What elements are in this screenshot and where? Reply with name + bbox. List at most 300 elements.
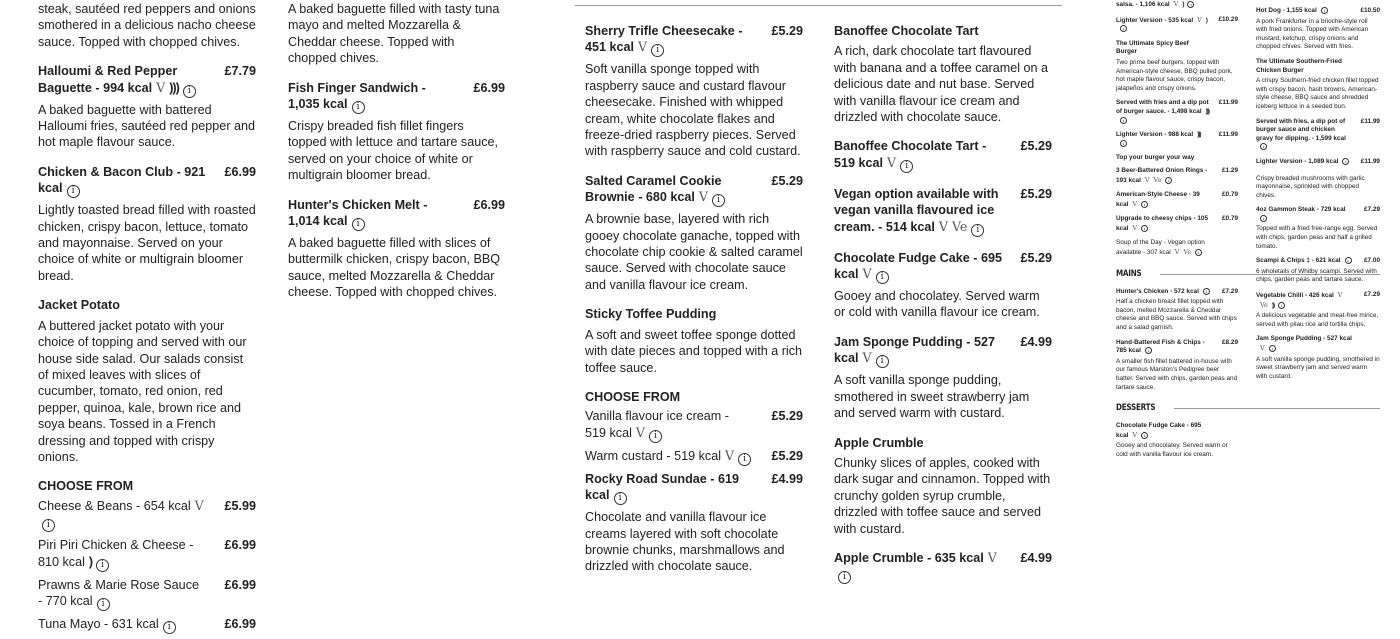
item-name: Lighter Version <box>1256 157 1303 165</box>
item-name: Banoffee Chocolate Tart <box>834 24 979 38</box>
info-icon[interactable]: i <box>838 571 851 584</box>
info-icon[interactable]: i <box>67 185 80 198</box>
item-name: Salted Caramel Cookie Brownie <box>585 173 722 205</box>
item-title <box>38 297 256 313</box>
item-name: The Ultimate Spicy Beef Burger <box>1116 39 1189 56</box>
divider <box>575 5 1062 6</box>
menu-item <box>1116 0 1238 10</box>
item-name: Chocolate Fudge Cake <box>834 250 970 265</box>
info-icon[interactable]: i <box>614 492 627 505</box>
vegetarian-icon: V <box>862 350 872 366</box>
item-kcal: - 307 kcal <box>1143 249 1171 257</box>
menu-item <box>1116 191 1238 209</box>
item-kcal: - 994 kcal <box>95 80 153 95</box>
item-name: Jam Sponge Pudding <box>834 334 963 349</box>
item-kcal: - 729 kcal <box>1316 206 1346 214</box>
item-name: Jacket Potato <box>38 298 120 313</box>
menu-item <box>288 0 505 67</box>
item-title <box>834 435 1052 451</box>
menu-item <box>38 577 256 611</box>
item-kcal: - 572 kcal <box>1170 287 1199 295</box>
menu-item <box>1116 288 1238 333</box>
menu-item <box>38 478 256 494</box>
option-title <box>585 448 803 466</box>
item-price: £10.29 <box>1218 15 1238 23</box>
menu-item <box>1116 339 1238 393</box>
menu-item <box>38 63 256 151</box>
menu-item <box>1256 158 1380 167</box>
menu-item <box>834 435 1052 537</box>
item-price: £5.99 <box>224 498 256 513</box>
vegetarian-icon: V <box>1132 223 1138 232</box>
item-title <box>288 197 505 231</box>
item-name: Hunter's Chicken <box>1116 287 1169 295</box>
option-title <box>38 498 256 532</box>
item-kcal: - 519 kcal <box>666 448 722 463</box>
item-title <box>834 250 1052 284</box>
item-kcal: - 810 kcal <box>38 538 194 569</box>
menu-item <box>1256 335 1380 381</box>
vegetarian-icon: V <box>638 39 648 55</box>
item-name: Prawns & Marie Rose Sauce <box>38 577 199 592</box>
item-kcal: - 654 kcal <box>136 498 191 513</box>
item-kcal: - 39 kcal <box>1116 191 1200 208</box>
item-price: £4.99 <box>1020 334 1052 349</box>
vegetarian-icon: V <box>1173 0 1179 8</box>
item-price: £6.99 <box>473 80 505 95</box>
item-description: Chocolate and vanilla flavour ice creams layered with soft chocolate brownie chunks, marshmallows and drizzled with chocolate sauce. <box>585 510 785 574</box>
vegetarian-icon: V <box>987 549 997 565</box>
item-kcal: - 527 kcal <box>834 334 995 366</box>
menu-column-3 <box>585 23 803 588</box>
item-description: Soft vanilla sponge topped with raspberry sauce and custard flavour cheesecake. Finished with whipped cream, white chocolate flakes and freeze-dried raspberry pieces. Served with raspberry sauce and cold custard. <box>585 62 801 159</box>
menu-item <box>1116 268 1238 280</box>
item-description: A baked baguette filled with slices of buttermilk chicken, crispy bacon, BBQ sauce, melted Mozzarella & Cheddar cheese. Topped with chopped chives. <box>288 236 501 300</box>
section-heading: CHOOSE FROM <box>585 389 681 404</box>
item-title <box>1256 58 1380 75</box>
item-name: Banoffee Chocolate Tart <box>834 139 979 154</box>
menu-column-6 <box>1256 7 1380 387</box>
item-price: £6.99 <box>473 197 505 212</box>
item-price: £4.99 <box>1020 550 1052 565</box>
item-price: £6.99 <box>224 616 256 631</box>
item-kcal: - 631 kcal <box>104 616 159 631</box>
item-kcal: - 1,599 kcal <box>1311 134 1346 142</box>
item-description: A soft and sweet toffee sponge dotted with date pieces and topped with a rich toffee sauce. <box>585 327 803 375</box>
menu-item <box>585 471 803 575</box>
item-price: £6.99 <box>224 538 256 553</box>
menu-item <box>38 498 256 532</box>
item-name: Chocolate Fudge Cake <box>1116 422 1185 430</box>
item-title <box>38 164 256 198</box>
info-icon[interactable]: i <box>163 621 176 634</box>
menu-item <box>1256 118 1380 152</box>
item-description: steak, sautéed red peppers and onions smothered in a delicious nacho cheese sauce. Topped with chopped chives. <box>38 2 256 49</box>
item-title <box>585 173 803 207</box>
item-kcal: - 695 kcal <box>834 250 1002 282</box>
item-kcal: - 527 kcal <box>1323 335 1352 343</box>
item-description: Crispy breaded mushrooms with garlic mayonnaise, sprinkled with chopped chives. <box>1256 174 1365 199</box>
menu-item <box>38 537 256 571</box>
vegetarian-icon: V <box>1197 15 1202 24</box>
item-name: The Ultimate Southern-Fried Chicken Burger <box>1256 57 1342 74</box>
item-description: Topped with a fried free-range egg. Served with chips, garden peas and half a grilled tomato. <box>1256 225 1378 250</box>
item-title <box>1256 206 1380 223</box>
item-kcal: - 193 kcal <box>1116 166 1208 184</box>
info-icon[interactable]: i <box>900 160 913 173</box>
vegetarian-icon: V <box>194 497 204 513</box>
info-icon[interactable]: i <box>876 271 889 284</box>
chilli-icon: ))) <box>169 80 179 95</box>
item-title <box>1256 291 1380 310</box>
item-description: A brownie base, layered with rich gooey chocolate ganache, topped with chocolate chip cookie & salted caramel sauce. Served with chocolate sauce and vanilla flavour ice cream. <box>585 212 803 292</box>
item-kcal: - 514 kcal <box>878 219 935 234</box>
item-kcal: - 1,089 kcal <box>1304 157 1339 165</box>
menu-item <box>585 173 803 293</box>
info-icon[interactable]: i <box>1260 143 1267 150</box>
vegetarian-icon: V <box>698 189 709 205</box>
option-title <box>585 408 803 442</box>
vegan-icon: Ve <box>951 218 968 234</box>
item-description: Two prime beef burgers, topped with American-style cheese, BBQ pulled pork, hot maple flavour sauce, crispy bacon, jalapeños and crispy onions. <box>1116 58 1233 92</box>
info-icon[interactable]: i <box>1278 302 1285 309</box>
item-kcal: - 451 kcal <box>585 24 743 55</box>
info-icon[interactable]: i <box>96 559 109 572</box>
item-name: Fish Finger Sandwich <box>288 80 419 95</box>
menu-item <box>1116 154 1238 163</box>
info-icon[interactable]: i <box>1165 177 1172 184</box>
info-icon[interactable]: i <box>1345 257 1352 264</box>
info-icon[interactable]: i <box>352 218 365 231</box>
info-icon[interactable]: i <box>1120 117 1127 124</box>
item-description: A delicious vegetable and meat-free mince, served with pilau rice and tortilla chips. <box>1256 312 1379 328</box>
menu-item <box>1256 173 1380 201</box>
item-price: £7.79 <box>224 64 256 79</box>
item-title <box>1116 422 1238 440</box>
item-title <box>834 550 1052 584</box>
item-price: £5.29 <box>1020 250 1052 265</box>
chilli-icon: ))) <box>1197 131 1201 139</box>
item-kcal: - 785 kcal <box>1116 338 1205 355</box>
info-icon[interactable]: i <box>1321 7 1328 14</box>
info-icon[interactable]: i <box>649 430 662 443</box>
item-description: Gooey and chocolatey. Served warm or cold with vanilla flavour ice cream. <box>834 289 1040 320</box>
vegetarian-icon: V <box>862 266 872 282</box>
menu-item <box>1256 58 1380 112</box>
menu-item <box>585 306 803 376</box>
item-description: 6 wholetails of Whitby scampi. Served with chips, garden peas and tartare sauce. <box>1256 267 1377 284</box>
item-description: A soft vanilla sponge pudding, smothered in sweet strawberry jam and served warm with custard. <box>834 373 1030 421</box>
item-price: £11.99 <box>1218 99 1238 107</box>
item-kcal: - 1,155 kcal <box>1282 7 1317 14</box>
item-price: £4.99 <box>771 471 803 486</box>
item-kcal: - 635 kcal <box>927 550 984 565</box>
menu-item <box>1116 131 1238 148</box>
vegetarian-icon: V <box>156 79 166 95</box>
vegan-icon: Ve <box>1183 248 1192 257</box>
item-name: 4oz Gammon Steak <box>1256 206 1315 214</box>
item-kcal: - 1,106 kcal <box>1135 1 1170 8</box>
item-kcal: - 621 kcal <box>1311 257 1341 265</box>
item-title <box>834 186 1052 237</box>
info-icon[interactable]: i <box>1260 215 1267 222</box>
menu-column-2 <box>288 0 505 314</box>
item-kcal: - 1,014 kcal <box>288 197 428 229</box>
info-icon[interactable]: i <box>1195 249 1202 256</box>
section-heading: CHOOSE FROM <box>38 479 134 494</box>
info-icon[interactable]: i <box>97 598 110 611</box>
menu-item <box>38 164 256 284</box>
option-title <box>1116 239 1238 257</box>
item-name: Halloumi & Red Pepper Baguette <box>38 64 178 95</box>
info-icon[interactable]: i <box>1203 288 1210 295</box>
item-price: £0.79 <box>1222 215 1238 223</box>
item-title <box>1116 0 1238 10</box>
item-kcal: - 1,498 kcal <box>1167 107 1202 115</box>
item-kcal: - 1,035 kcal <box>288 80 426 112</box>
item-name: Chicken & Bacon Club <box>38 164 174 179</box>
menu-item <box>834 23 1052 125</box>
item-name: 3 Beer-Battered Onion Rings <box>1116 166 1204 174</box>
vegetarian-icon: V <box>938 218 948 234</box>
vegetarian-icon: V <box>1144 175 1150 184</box>
vegan-icon: Ve <box>1153 175 1162 184</box>
item-price: £5.29 <box>771 173 803 188</box>
item-description: A baked baguette filled with tasty tuna mayo and melted Mozzarella & Cheddar cheese. Topped with chopped chives. <box>288 2 500 66</box>
vegetarian-icon: V <box>1132 430 1138 439</box>
info-icon[interactable]: i <box>1120 25 1127 32</box>
item-kcal: - 921 kcal <box>38 164 206 196</box>
item-price: £6.99 <box>224 164 256 179</box>
menu-item <box>1256 206 1380 251</box>
info-icon[interactable]: i <box>1269 345 1276 352</box>
info-icon[interactable]: i <box>651 44 664 57</box>
item-description: A buttered jacket potato with your choice of topping and served with our house side salad. Our salads consist of mixed leaves with slices of cucumber, tomato, red onion, red pepper, quinoa, kale, brown rice and soya beans. Tossed in a French dressing and topped with crispy onions. <box>38 318 247 464</box>
item-title <box>834 23 1052 39</box>
menu-item <box>834 250 1052 321</box>
item-title <box>1256 335 1380 353</box>
menu-item <box>38 297 256 465</box>
info-icon[interactable]: i <box>971 224 984 237</box>
menu-item <box>1116 40 1238 94</box>
item-kcal: - 535 kcal <box>1164 16 1194 24</box>
item-name: Upgrade to cheesy chips <box>1116 215 1192 223</box>
item-price: £5.29 <box>1020 139 1052 154</box>
item-price: £5.29 <box>771 409 803 424</box>
item-description: A baked baguette with battered Halloumi fries, sautéed red pepper and hot maple flavour sauce. <box>38 102 256 150</box>
menu-item <box>585 389 803 405</box>
item-name: Sherry Trifle Cheesecake <box>585 24 735 38</box>
item-price: £11.99 <box>1218 131 1238 139</box>
vegetarian-icon: V <box>725 447 735 463</box>
section-divider <box>1174 408 1380 409</box>
item-price: £7.29 <box>1364 206 1380 214</box>
item-name: Warm custard <box>585 448 663 463</box>
item-price: £0.79 <box>1222 191 1238 199</box>
item-name: salsa. <box>1116 1 1134 8</box>
info-icon[interactable]: i <box>1141 201 1148 208</box>
menu-item <box>288 197 505 301</box>
item-description: A soft vanilla sponge pudding, smothered in sweet strawberry jam and served warm with custard. <box>1256 355 1380 380</box>
item-title <box>1116 40 1238 57</box>
info-icon[interactable]: i <box>352 101 365 114</box>
vegetarian-icon: V <box>887 154 897 170</box>
item-kcal: - 695 kcal <box>1116 422 1202 439</box>
item-description: A smaller fish fillet battered in-house with our famous Marston's Pedigree beer batter. Served with chips, garden peas and tartare sauce. <box>1116 357 1238 391</box>
item-name: Sticky Toffee Pudding <box>585 307 717 322</box>
menu-item <box>834 138 1052 172</box>
item-kcal: - 619 kcal <box>585 471 739 503</box>
item-name: Soup of the Day - Vegan option available <box>1116 239 1205 257</box>
item-description: A crispy Southern-fried chicken fillet topped with crispy bacon, hash browns, American-style cheese, BBQ sauce and shredded iceberg lettuce in a seeded bun. <box>1256 77 1379 110</box>
item-name: Served with fries, a dip pot of burger sauce and chicken gravy for dipping. <box>1256 117 1346 142</box>
vegan-icon: Ve <box>1260 300 1268 309</box>
menu-item <box>585 448 803 466</box>
item-price: £7.29 <box>1222 287 1238 295</box>
menu-item <box>1256 257 1380 285</box>
item-name: Scampi & Chips ‡ <box>1256 257 1310 265</box>
item-title <box>288 80 505 114</box>
item-name: Vegetable Chilli <box>1256 292 1304 300</box>
item-title <box>585 23 803 57</box>
section-title: DESSERTS <box>1116 403 1156 414</box>
item-name: Served with fries and a dip pot of burger sauce. <box>1116 99 1209 115</box>
item-title <box>1116 288 1238 297</box>
item-kcal: - 680 kcal <box>638 190 695 205</box>
item-description: Crispy breaded fish fillet fingers topped with lettuce and tartare sauce, served on your choice of white or multigrain bloomer bread. <box>288 119 499 183</box>
info-icon[interactable]: i <box>1187 1 1194 8</box>
chilli-icon: )) <box>1271 301 1275 309</box>
item-title <box>1116 167 1238 185</box>
menu-item <box>1116 16 1238 34</box>
item-title <box>38 63 256 97</box>
item-kcal: - 770 kcal <box>38 593 93 608</box>
item-title <box>1116 215 1238 233</box>
item-name: Tuna Mayo <box>38 616 101 631</box>
item-kcal: - 426 kcal <box>1305 292 1334 300</box>
menu-item <box>38 0 256 50</box>
option-title <box>38 537 256 571</box>
menu-item <box>834 186 1052 237</box>
vegetarian-icon: V <box>1260 344 1265 352</box>
item-price: £7.29 <box>1364 291 1380 299</box>
item-description: Chunky slices of apples, cooked with dark sugar and cinnamon. Topped with crunchy golden syrup crumble, drizzled with toffee sauce and served with custard. <box>834 455 1051 536</box>
item-price: £7.00 <box>1364 257 1380 265</box>
chilli-icon: ) <box>1205 16 1207 24</box>
option-title <box>38 616 256 634</box>
item-title <box>834 138 1052 172</box>
option-title <box>38 577 256 611</box>
info-icon[interactable]: i <box>712 194 725 207</box>
info-icon[interactable]: i <box>42 519 55 532</box>
item-name: Hand-Battered Fish & Chips <box>1116 338 1201 346</box>
menu-item <box>834 334 1052 422</box>
info-icon[interactable]: i <box>876 355 889 368</box>
item-name: Vegan option available with vegan vanilla flavoured ice cream. <box>834 186 999 234</box>
menu-item <box>1116 215 1238 233</box>
item-price: £6.99 <box>224 577 256 592</box>
item-name: Lighter Version <box>1116 131 1163 139</box>
item-name: Hot Dog <box>1256 7 1281 14</box>
menu-item <box>834 550 1052 584</box>
item-title <box>585 306 803 322</box>
info-icon[interactable]: i <box>1342 158 1349 165</box>
item-name: Apple Crumble <box>834 550 924 565</box>
menu-item <box>1256 7 1380 52</box>
vegetarian-icon: V <box>635 424 646 440</box>
item-name: Apple Crumble <box>834 435 924 450</box>
info-icon[interactable]: i <box>1145 347 1152 354</box>
menu-item <box>1116 422 1238 459</box>
item-description: A rich, dark chocolate tart flavoured with banana and a toffee caramel on a delicious date and nut base. Served with vanilla flavour ice cream and drizzled with chocolate sauce. <box>834 44 1049 125</box>
section-heading: Top your burger your way <box>1116 154 1195 162</box>
menu-item <box>288 80 505 184</box>
section-title: MAINS <box>1116 268 1142 279</box>
item-description: Lightly toasted bread filled with roasted chicken, crispy bacon, lettuce, tomato and mayonnaise. Served on your choice of white or multigrain bloomer bread. <box>38 203 256 283</box>
vegetarian-icon: V <box>1132 199 1138 208</box>
info-icon[interactable]: i <box>1141 225 1148 232</box>
vegetarian-icon: V <box>1174 248 1180 257</box>
item-price: £5.29 <box>771 448 803 463</box>
menu-item <box>1116 402 1238 414</box>
item-name: Hunter's Chicken Melt <box>288 197 420 212</box>
item-price: £5.29 <box>1020 186 1052 201</box>
item-name: Rocky Road Sundae <box>585 471 707 486</box>
info-icon[interactable]: i <box>738 453 751 466</box>
item-price: £8.29 <box>1222 338 1238 346</box>
item-description: Half a chicken breast fillet topped with bacon, melted Mozzarella & Cheddar cheese and BBQ sauce. Served with chips and a salad garnish. <box>1116 298 1237 332</box>
item-description: Gooey and chocolatey. Served warm or cold with vanilla flavour ice cream. <box>1116 442 1228 458</box>
item-kcal: - 519 kcal <box>585 409 729 440</box>
item-name: Cheese & Beans <box>38 498 133 513</box>
chilli-icon: ) <box>1182 1 1184 8</box>
item-price: £1.29 <box>1222 166 1238 174</box>
info-icon[interactable]: i <box>183 85 196 98</box>
vegetarian-icon: V <box>1337 291 1343 300</box>
item-kcal: - 105 kcal <box>1116 215 1209 232</box>
item-price: £5.29 <box>771 24 803 38</box>
chilli-icon: ) <box>88 554 93 569</box>
menu-item <box>585 23 803 160</box>
item-title <box>1116 191 1238 209</box>
item-title <box>1116 339 1238 356</box>
item-name: Piri Piri Chicken & Cheese <box>38 538 186 553</box>
item-name: American-Style Cheese <box>1116 191 1188 199</box>
menu-item <box>1116 99 1238 125</box>
item-name: Vanilla flavour ice cream <box>585 409 722 424</box>
menu-item <box>1256 291 1380 329</box>
menu-column-5 <box>1116 0 1238 466</box>
info-icon[interactable]: i <box>1141 432 1148 439</box>
menu-column-1 <box>38 0 256 639</box>
item-name: Lighter Version <box>1116 16 1163 24</box>
menu-item <box>1116 167 1238 185</box>
item-price: £11.99 <box>1360 117 1380 125</box>
item-name: Jam Sponge Pudding <box>1256 335 1322 343</box>
item-price: £11.99 <box>1360 157 1380 165</box>
chilli-icon: ))) <box>1205 107 1210 115</box>
menu-column-4 <box>834 23 1052 597</box>
info-icon[interactable]: i <box>1120 140 1127 147</box>
item-kcal: - 519 kcal <box>834 139 987 170</box>
item-title <box>1256 257 1380 266</box>
item-description: A pork Frankfurter in a brioche-style roll with fried onions. Topped with American mustard, ketchup, crispy onions and chopped chives. Served with fries. <box>1256 17 1369 51</box>
item-price: £10.50 <box>1360 7 1380 14</box>
menu-item <box>1116 239 1238 257</box>
menu-item <box>38 616 256 634</box>
item-title <box>834 334 1052 368</box>
menu-item <box>585 408 803 442</box>
